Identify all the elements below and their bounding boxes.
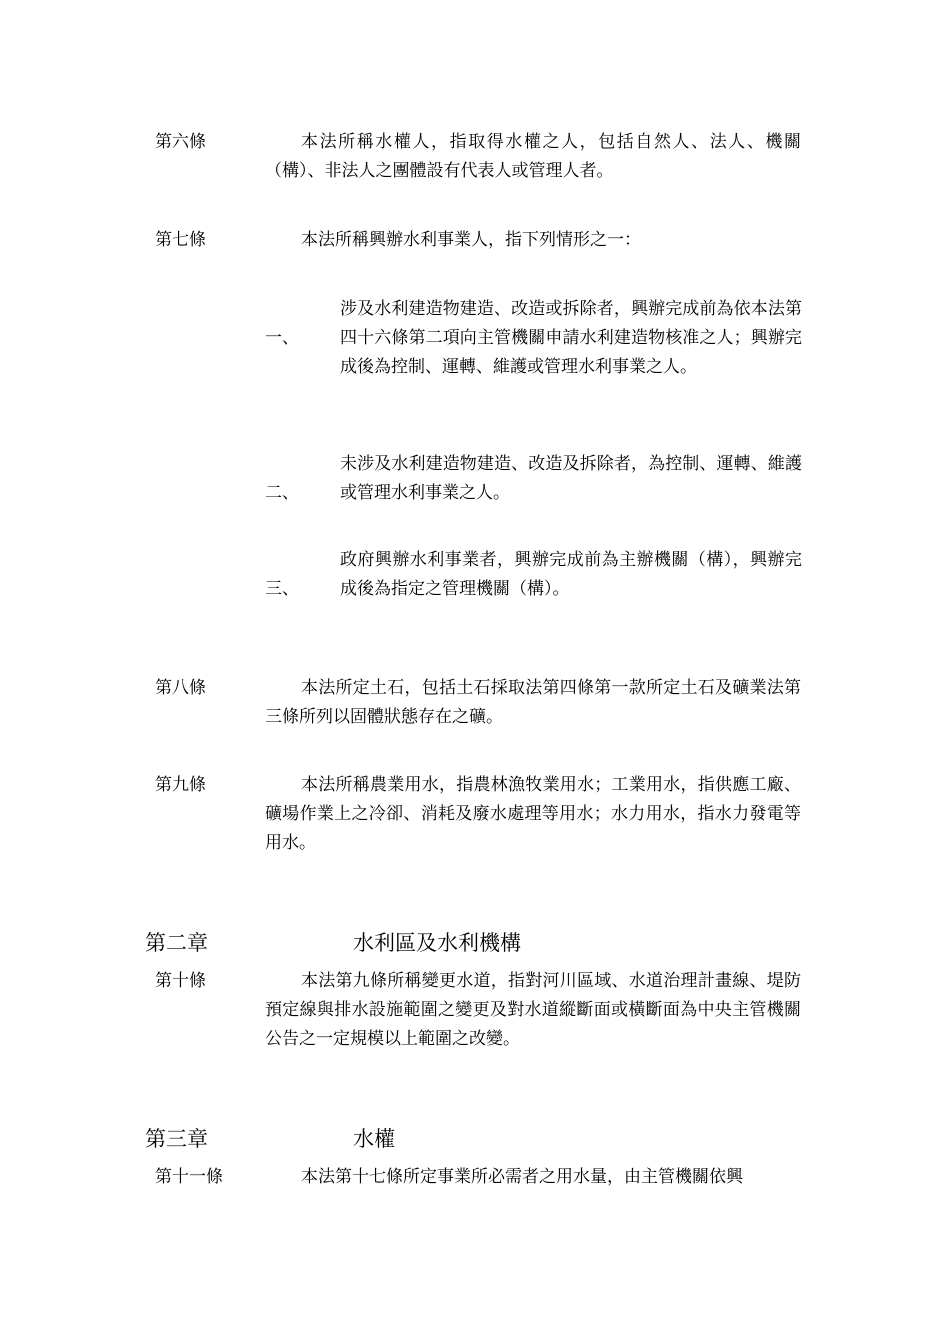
item-number: 二、 [265,483,299,503]
chapter-title: 水利區及水利機構 [353,931,521,955]
article-number: 第六條 [155,132,206,152]
article-text: 本法所稱水權人，指取得水權之人，包括自然人、法人、機關（構）、非法人之團體設有代表人或管理人者。 [265,132,801,181]
article-number: 第九條 [155,775,206,795]
article-number: 第十條 [155,971,206,991]
article-number: 第七條 [155,230,206,250]
article-text: 本法第十七條所定事業所必需者之用水量，由主管機關依興 [301,1167,743,1187]
item-number: 三、 [265,579,299,599]
article-number: 第八條 [155,678,206,698]
chapter-number: 第二章 [145,931,208,955]
item-text: 政府興辦水利事業者，興辦完成前為主辦機關（構），興辦完成後為指定之管理機關（構）。 [340,550,802,599]
item-number: 一、 [265,328,299,348]
article-text: 本法所稱興辦水利事業人，指下列情形之一： [301,230,641,250]
chapter-number: 第三章 [145,1127,208,1151]
article-text: 本法所定土石，包括土石採取法第四條第一款所定土石及礦業法第三條所列以固體狀態存在之礦。 [265,678,801,727]
article-number: 第十一條 [155,1167,223,1187]
item-text: 涉及水利建造物建造、改造或拆除者，興辦完成前為依本法第四十六條第二項向主管機關申請水利建造物核准之人；興辦完成後為控制、運轉、維護或管理水利事業之人。 [340,299,802,377]
article-text: 本法所稱農業用水，指農林漁牧業用水；工業用水，指供應工廠、礦場作業上之冷卻、消耗及廢水處理等用水；水力用水，指水力發電等用水。 [265,775,801,853]
chapter-title: 水權 [353,1127,395,1151]
article-text: 本法第九條所稱變更水道，指對河川區域、水道治理計畫線、堤防預定線與排水設施範圍之變更及對水道縱斷面或橫斷面為中央主管機關公告之一定規模以上範圍之改變。 [265,971,801,1049]
item-text: 未涉及水利建造物建造、改造及拆除者，為控制、運轉、維護或管理水利事業之人。 [340,454,802,503]
